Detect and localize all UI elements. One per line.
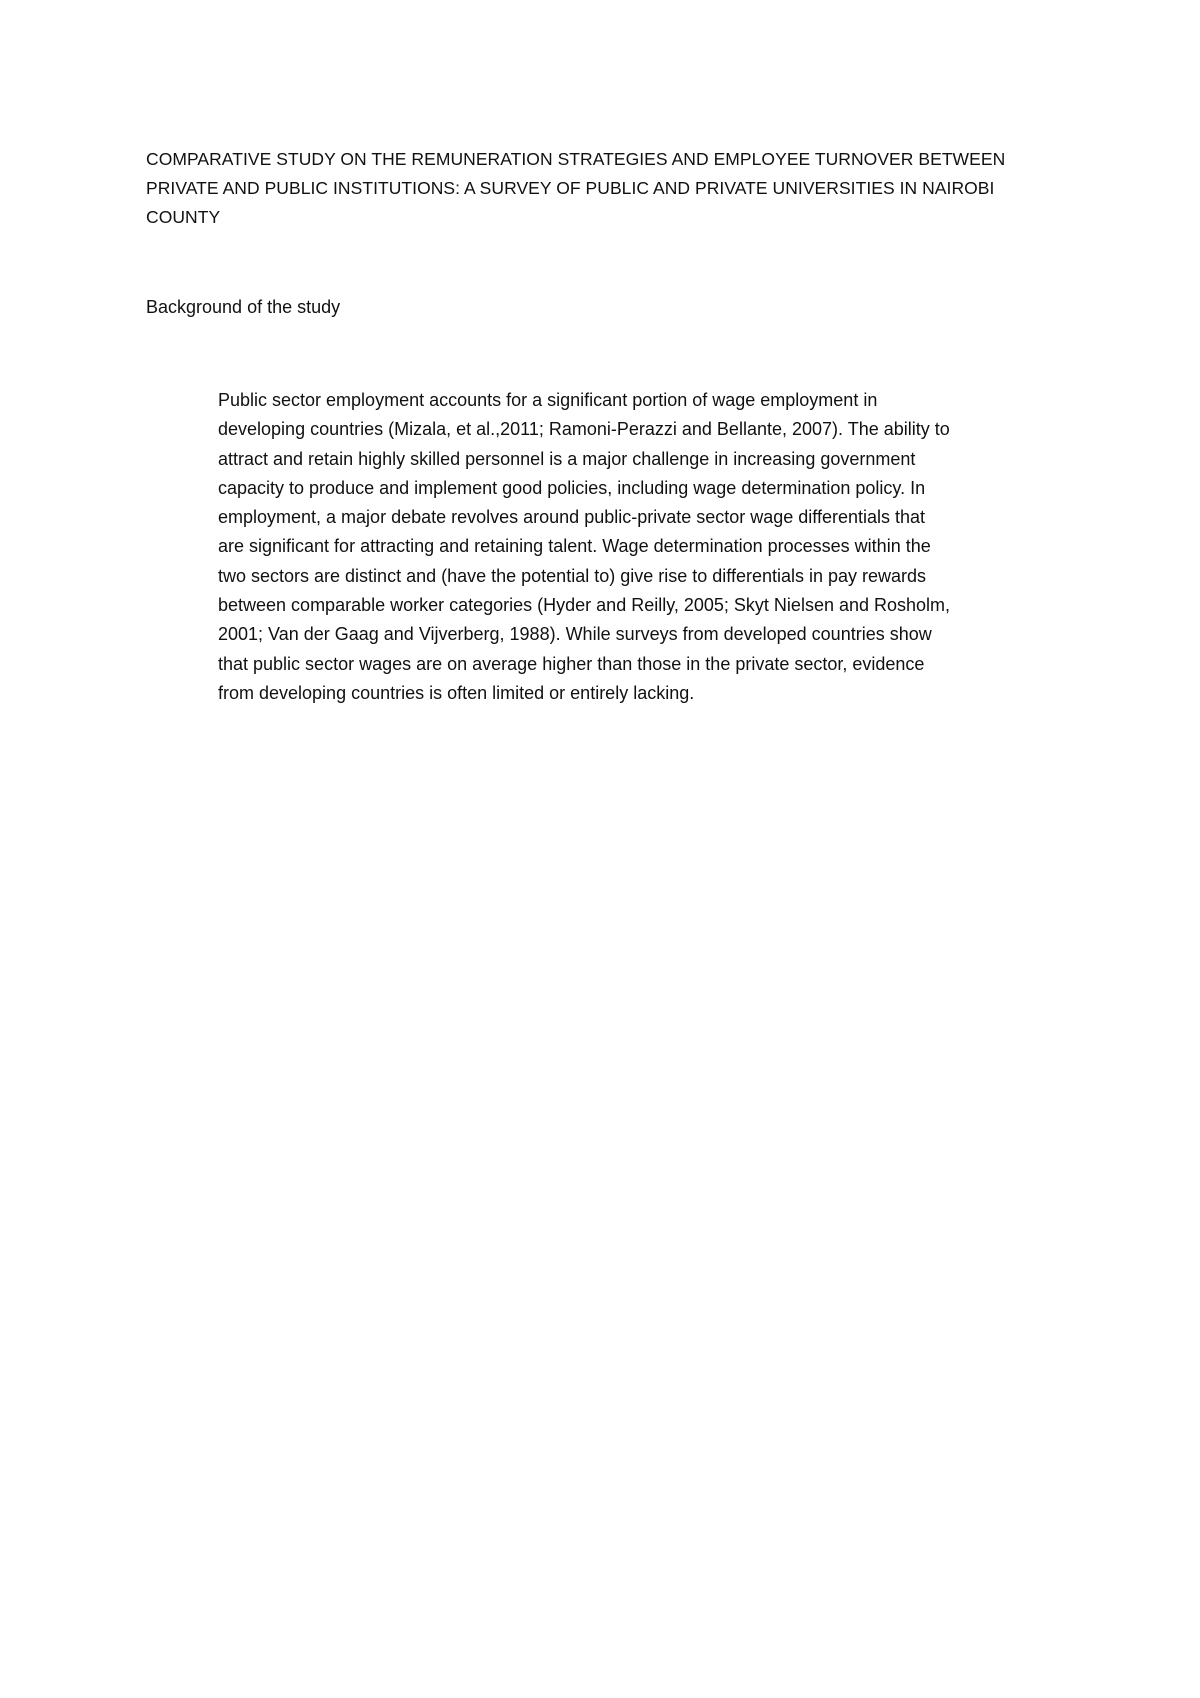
paragraph-line: employment, a major debate revolves around public-private sector wage differentials that <box>218 507 926 528</box>
title-line: COUNTY <box>146 207 221 227</box>
paragraph-line: 2001; Van der Gaag and Vijverberg, 1988). While surveys from developed countries show <box>218 624 932 645</box>
title-line: PRIVATE AND PUBLIC INSTITUTIONS: A SURVEY OF PUBLIC AND PRIVATE UNIVERSITIES IN NAIROBI <box>146 178 995 198</box>
document-title <box>146 145 1046 232</box>
paragraph-line: attract and retain highly skilled personnel is a major challenge in increasing government <box>218 448 916 469</box>
body-paragraph <box>218 386 1078 708</box>
paragraph-line: that public sector wages are on average higher than those in the private sector, evidence <box>218 653 925 674</box>
title-line: COMPARATIVE STUDY ON THE REMUNERATION STRATEGIES AND EMPLOYEE TURNOVER BETWEEN <box>146 149 1006 169</box>
paragraph-line: two sectors are distinct and (have the potential to) give rise to differentials in pay rewards <box>218 565 927 586</box>
paragraph-line: are significant for attracting and retaining talent. Wage determination processes within the <box>218 536 931 557</box>
paragraph-line: Public sector employment accounts for a significant portion of wage employment in <box>218 390 878 410</box>
paragraph-line: from developing countries is often limited or entirely lacking. <box>218 682 695 703</box>
paragraph-line: between comparable worker categories (Hyder and Reilly, 2005; Skyt Nielsen and Rosholm, <box>218 595 951 616</box>
paragraph-line: developing countries (Mizala, et al.,2011; Ramoni-Perazzi and Bellante, 2007). The ability to <box>218 419 950 440</box>
section-heading: Background of the study <box>146 297 341 317</box>
paragraph-line: capacity to produce and implement good policies, including wage determination policy. In <box>218 477 926 498</box>
